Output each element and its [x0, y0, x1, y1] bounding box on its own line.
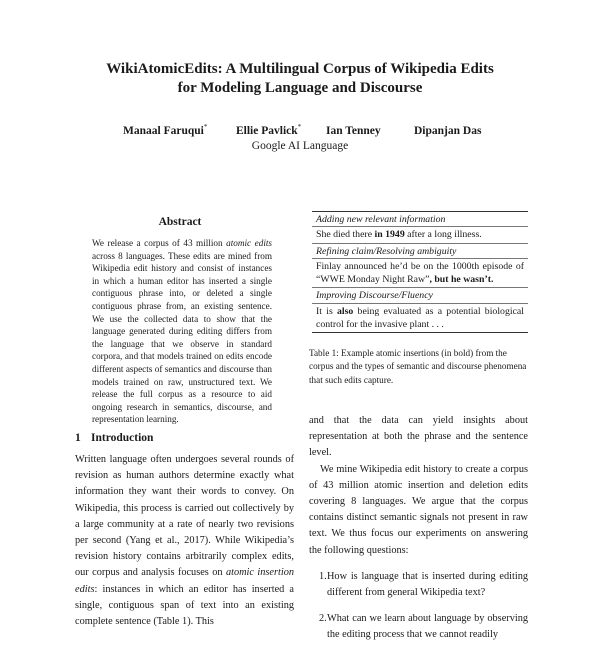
example-category: Adding new relevant information [312, 212, 528, 227]
examples-table [312, 211, 528, 333]
intro-paragraph: We mine Wikipedia edit history to create a corpus of 43 million atomic insertion and deletion edits covering 8 languages. We argue that the corpus contains distinct semantic signals not present in raw text. We thus focus our experiments on answering the following questions: [309, 463, 528, 556]
example-group [312, 243, 528, 288]
author-1: Manaal Faruqui* [123, 123, 208, 137]
intro-paragraph-left: Written language often undergoes several rounds of revision as human authors determine exactly what information they want their words to convey. On Wikipedia, this process is carried out collectively by a large community at a rate of nearly two revisions per second (Yang et al., 2017). While Wikipedia’s revision history contains arbitrarily complex edits, our corpus and analysis focuses on atomic insertion edits: instances in which an editor has inserted a single, contiguous span of text into an existing complete sentence (Table 1). This [75, 454, 294, 628]
abstract-heading: Abstract [158, 216, 202, 228]
abstract-text: We release a corpus of 43 million atomic edits across 8 languages. These edits are mined from Wikipedia edit history and consist of instances in which a human editor has inserted a single contiguous phrase into, or deleted a single contiguous phrase from, an existing sentence. We use the collected data to show that the language generated during editing differs from the language that we observe in standard corpora, and that models trained on edits encode different aspects of semantics and discourse than models trained on raw, unstructured text. We release the full corpus as a resource to aid ongoing research in semantics, discourse, and representation learning. [92, 238, 273, 425]
section-number: 1 [75, 432, 81, 444]
title-line-1: WikiAtomicEdits: A Multilingual Corpus of Wikipedia Edits [106, 61, 494, 77]
title-line-2: for Modeling Language and Discourse [177, 80, 423, 96]
question-list [309, 569, 528, 644]
section-heading-introduction [75, 432, 153, 444]
example-category: Refining claim/Resolving ambiguity [312, 243, 528, 259]
author-2: Ellie Pavlick* [236, 123, 302, 137]
section-title: Introduction [91, 432, 154, 444]
table-caption: Table 1: Example atomic insertions (in bold) from the corpus and the types of semantic and discourse phenomena that such edits capture. [309, 348, 527, 385]
intro-right-column [309, 413, 528, 654]
example-group [312, 287, 528, 332]
affiliation: Google AI Language [251, 140, 349, 152]
example-sentence: Finlay announced he’d be on the 1000th episode of “WWE Monday Night Raw”, but he wasn’t. [316, 260, 524, 286]
example-group [312, 212, 528, 243]
intro-paragraph-continued: and that the data can yield insights about representation at both the phrase and the sentence level. [309, 415, 528, 459]
list-item: 1. How is language that is inserted during editing different from general Wikipedia text? [319, 570, 528, 599]
example-sentence: She died there in 1949 after a long illness. [316, 229, 482, 241]
paper-title [0, 60, 600, 98]
example-sentence: It is also being evaluated as a potential biological control for the invasive plant . . . [316, 305, 524, 331]
author-4: Dipanjan Das [414, 125, 482, 137]
author-3: Ian Tenney [326, 125, 381, 137]
example-category: Improving Discourse/Fluency [312, 287, 528, 303]
list-item: 2. What can we learn about language by observing the editing process that we cannot readily [319, 613, 528, 641]
